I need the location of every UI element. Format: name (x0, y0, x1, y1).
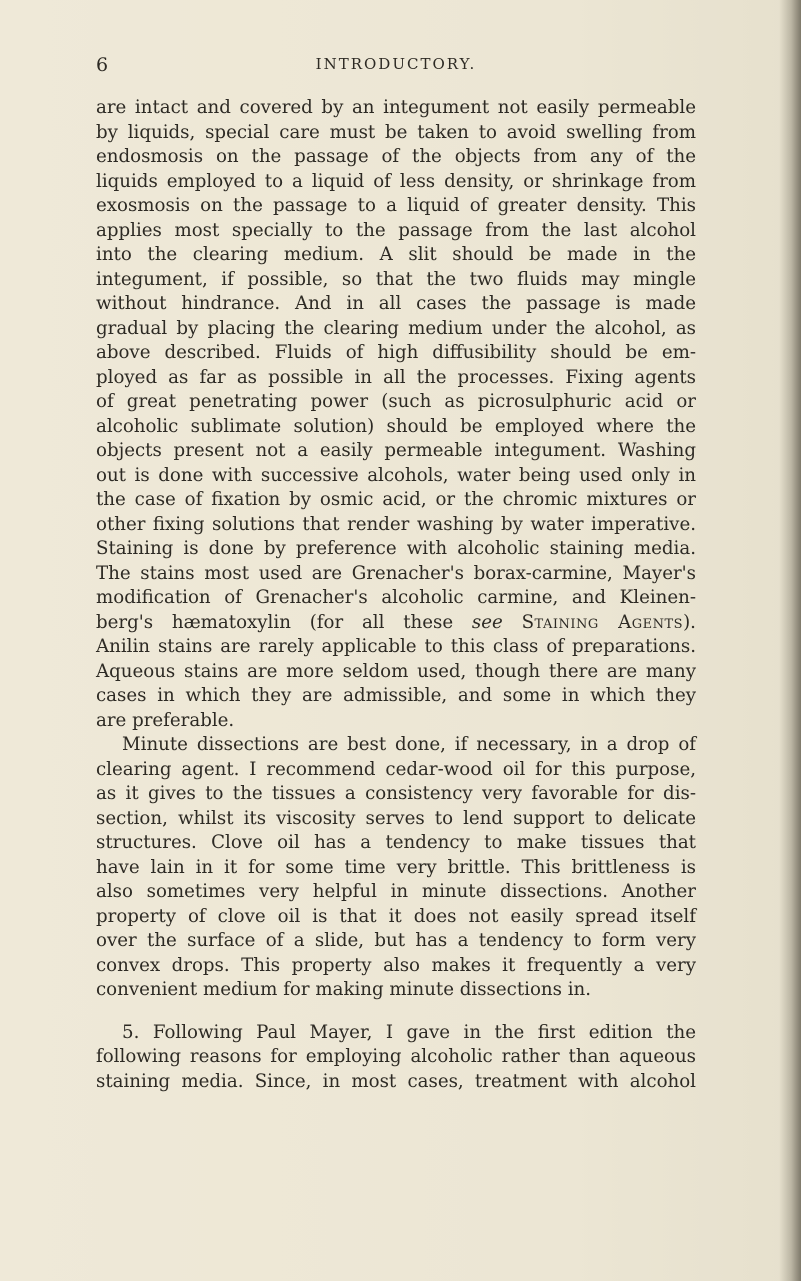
text-line: section, whilst its viscosity serves to lend support to delicate (96, 807, 696, 829)
running-head: INTRODUCTORY. (315, 55, 477, 73)
text-line: other fixing solutions that render washing by water imperative. (96, 513, 696, 535)
text-line: 5. Following Paul Mayer, I gave in the first edition the (122, 1021, 696, 1043)
text-line: by liquids, special care must be taken to avoid swelling from (96, 121, 696, 143)
text-line: Minute dissections are best done, if necessary, in a drop of (122, 734, 696, 755)
page-header (96, 54, 696, 78)
text-line: above described. Fluids of high diffusibility should be em- (96, 342, 696, 363)
text-line: of great penetrating power (such as picrosulphuric acid or (96, 391, 696, 412)
text-line: are preferable. (96, 709, 235, 731)
text-line: without hindrance. And in all cases the passage is made (96, 293, 696, 314)
paragraph-3 (96, 1021, 696, 1095)
text-line: out is done with successive alcohols, water being used only in (96, 464, 696, 486)
text-line: gradual by placing the clearing medium under the alcohol, as (96, 317, 696, 339)
cross-ref-tail: ). (683, 611, 696, 633)
text-line: the case of fixation by osmic acid, or the chromic mixtures or (96, 489, 696, 510)
paragraph-2 (96, 733, 696, 1003)
cross-reference: Staining Agents (521, 611, 684, 633)
cross-ref-lead: berg's hæmatoxylin (for all these (96, 611, 454, 633)
page-edge-shadow (779, 0, 801, 1281)
text-line: endosmosis on the passage of the objects from any of the (96, 146, 696, 167)
text-line: convex drops. This property also makes it frequently a very (96, 954, 696, 976)
text-line: are intact and covered by an integument not easily permeable (96, 97, 696, 118)
page-number: 6 (96, 54, 109, 76)
text-line: following reasons for employing alcoholic rather than aqueous (96, 1046, 696, 1067)
text-line: liquids employed to a liquid of less density, or shrinkage from (96, 170, 696, 192)
text-line: Anilin stains are rarely applicable to this class of preparations. (96, 636, 696, 657)
text-line: ployed as far as possible in all the processes. Fixing agents (96, 366, 696, 388)
text-line-cross-reference (96, 611, 696, 636)
body-text (96, 96, 696, 1094)
paragraph-1 (96, 96, 696, 733)
text-line: modification of Grenacher's alcoholic carmine, and Kleinen- (96, 587, 696, 608)
text-line: over the surface of a slide, but has a tendency to form very (96, 930, 696, 951)
text-line: Aqueous stains are more seldom used, though there are many (96, 660, 696, 682)
text-line: Staining is done by preference with alcoholic staining media. (96, 538, 696, 559)
text-line: applies most specially to the passage from the last alcohol (96, 219, 696, 241)
paragraph-gap (96, 1003, 696, 1021)
text-line: integument, if possible, so that the two fluids may mingle (96, 268, 696, 290)
text-line: also sometimes very helpful in minute dissections. Another (96, 881, 696, 902)
text-line: cases in which they are admissible, and some in which they (96, 685, 696, 706)
text-line: staining media. Since, in most cases, treatment with alcohol (96, 1070, 696, 1092)
text-line: alcoholic sublimate solution) should be employed where the (96, 415, 696, 437)
text-line: The stains most used are Grenacher's borax-carmine, Mayer's (96, 562, 696, 584)
text-line: clearing agent. I recommend cedar-wood oil for this purpose, (96, 758, 696, 780)
see-word: see (471, 611, 503, 633)
text-line: exosmosis on the passage to a liquid of greater density. This (96, 195, 696, 216)
text-line: structures. Clove oil has a tendency to make tissues that (96, 832, 696, 853)
text-line: convenient medium for making minute dissections in. (96, 979, 592, 1000)
text-line: objects present not a easily permeable integument. Washing (96, 440, 696, 461)
text-line: property of clove oil is that it does not easily spread itself (96, 905, 696, 927)
text-line: as it gives to the tissues a consistency very favorable for dis- (96, 783, 696, 804)
text-line: have lain in it for some time very brittle. This brittleness is (96, 856, 696, 878)
text-line: into the clearing medium. A slit should be made in the (96, 244, 696, 265)
